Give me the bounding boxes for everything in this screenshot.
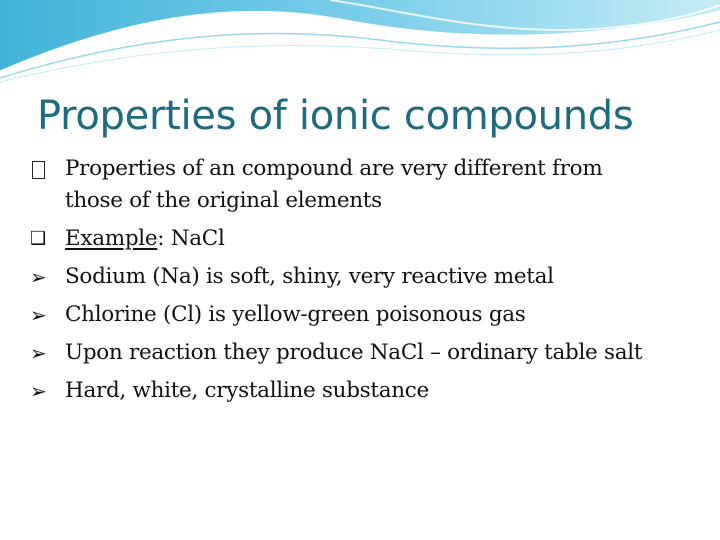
list-item bbox=[30, 372, 710, 410]
bullet-text: Properties of an compound are very different from bbox=[65, 156, 603, 181]
arrow-bullet-icon: ➢ bbox=[30, 341, 47, 365]
arrow-bullet-icon: ➢ bbox=[30, 379, 47, 403]
bullet-text-continuation: those of the original elements bbox=[65, 188, 382, 213]
list-item bbox=[30, 296, 710, 334]
header-wave-decoration bbox=[0, 0, 720, 90]
bullet-text: Upon reaction they produce NaCl – ordinary table salt bbox=[65, 340, 643, 365]
bullet-text: Hard, white, crystalline substance bbox=[65, 378, 429, 403]
bullet-text: : NaCl bbox=[157, 226, 225, 251]
q-bullet-icon: ❑ bbox=[30, 228, 46, 249]
list-item bbox=[30, 258, 710, 296]
list-item bbox=[30, 334, 710, 372]
list-item bbox=[30, 153, 710, 220]
arrow-bullet-icon: ➢ bbox=[30, 265, 47, 289]
example-label: Example bbox=[65, 226, 158, 251]
bullet-text: Sodium (Na) is soft, shiny, very reactive metal bbox=[65, 264, 554, 289]
list-item bbox=[30, 220, 710, 258]
bullet-list bbox=[30, 153, 710, 410]
box-bullet-icon bbox=[30, 153, 65, 189]
slide-title: Properties of ionic compounds bbox=[37, 93, 634, 139]
bullet-text: Chlorine (Cl) is yellow-green poisonous gas bbox=[65, 302, 526, 327]
arrow-bullet-icon: ➢ bbox=[30, 303, 47, 327]
